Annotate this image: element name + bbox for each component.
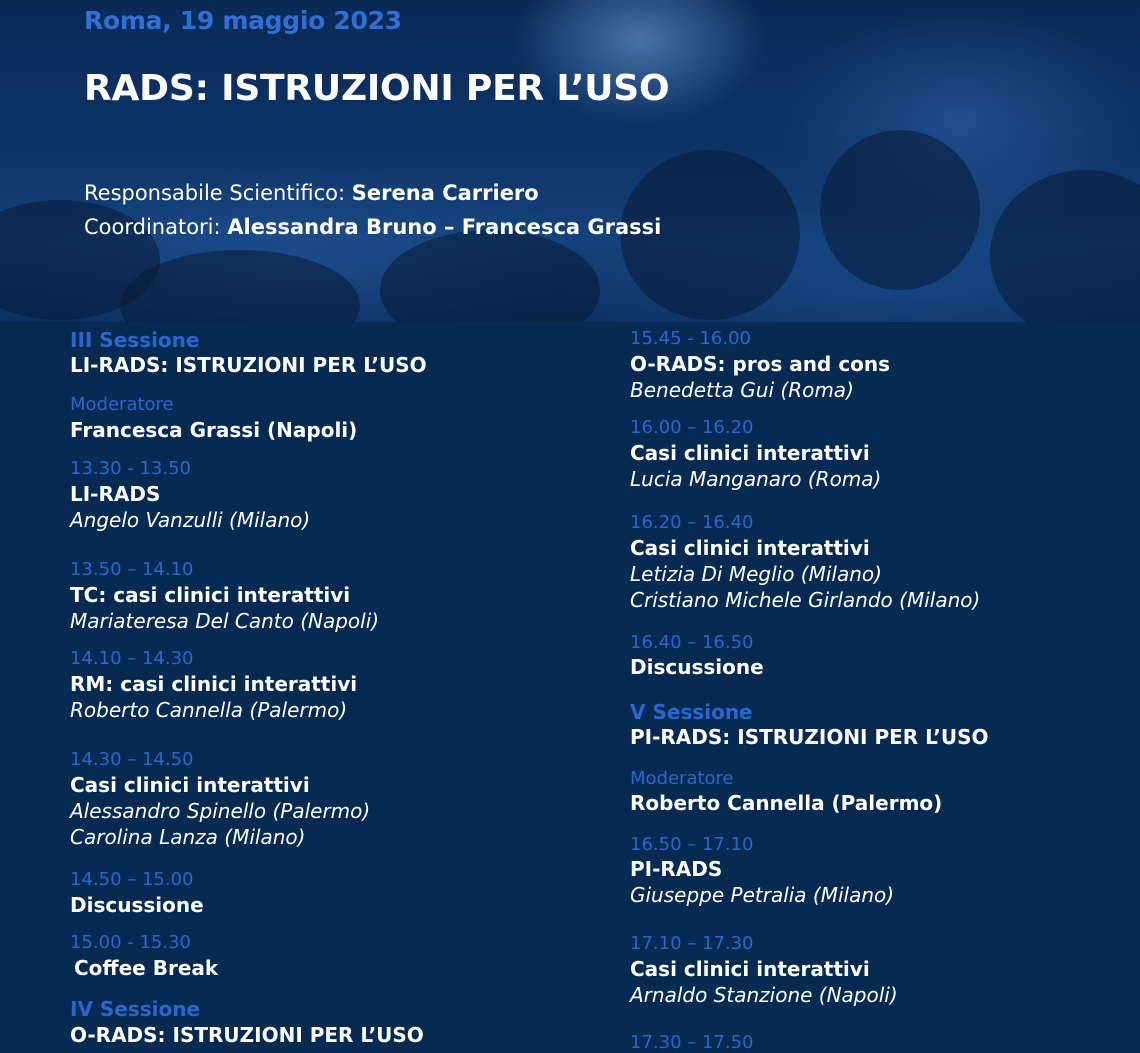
slot-speaker: Benedetta Gui (Roma) bbox=[630, 378, 854, 402]
session-title: PI-RADS: ISTRUZIONI PER L’USO bbox=[630, 725, 989, 749]
slot-time: 15.45 - 16.00 bbox=[630, 328, 751, 349]
session-title: LI-RADS: ISTRUZIONI PER L’USO bbox=[70, 353, 427, 377]
slot-speaker: Mariateresa Del Canto (Napoli) bbox=[70, 609, 380, 633]
slot-speaker: Cristiano Michele Girlando (Milano) bbox=[630, 588, 981, 612]
slot-title: O-RADS: pros and cons bbox=[630, 352, 891, 376]
slot-title: Discussione bbox=[630, 655, 764, 679]
slot-time: 16.40 – 16.50 bbox=[630, 632, 754, 653]
crowd-silhouette bbox=[990, 170, 1140, 322]
crowd-silhouette bbox=[380, 230, 600, 322]
responsabile-label: Responsabile Scientifico: bbox=[84, 181, 346, 205]
moderator-label: Moderatore bbox=[630, 768, 734, 789]
hero-banner bbox=[0, 0, 1140, 322]
slot-title: Casi clinici interattivi bbox=[630, 441, 870, 465]
slot-time: 13.30 - 13.50 bbox=[70, 458, 191, 479]
slot-speaker: Lucia Manganaro (Roma) bbox=[630, 467, 882, 491]
slot-speaker: Roberto Cannella (Palermo) bbox=[70, 698, 348, 722]
coordinatori-label: Coordinatori: bbox=[84, 215, 221, 239]
slot-time: 16.00 – 16.20 bbox=[630, 417, 754, 438]
slot-time: 14.10 – 14.30 bbox=[70, 648, 194, 669]
slot-speaker: Alessandro Spinello (Palermo) bbox=[70, 799, 371, 823]
slot-title: Casi clinici interattivi bbox=[630, 957, 870, 981]
moderator-name: Roberto Cannella (Palermo) bbox=[630, 791, 943, 815]
slot-title: Casi clinici interattivi bbox=[630, 536, 870, 560]
session-label: IV Sessione bbox=[70, 997, 201, 1021]
session-label: III Sessione bbox=[70, 328, 200, 352]
responsabile-name: Serena Carriero bbox=[351, 181, 539, 205]
slot-time: 14.50 – 15.00 bbox=[70, 869, 194, 890]
slot-title: Casi clinici interattivi bbox=[70, 773, 310, 797]
slot-title: RM: casi clinici interattivi bbox=[70, 672, 358, 696]
program-section bbox=[0, 322, 1140, 1053]
event-date: Roma, 19 maggio 2023 bbox=[84, 6, 402, 35]
coordinatori-names: Alessandra Bruno – Francesca Grassi bbox=[227, 215, 662, 239]
slot-time: 17.30 – 17.50 bbox=[630, 1032, 754, 1053]
slot-speaker: Angelo Vanzulli (Milano) bbox=[70, 508, 311, 532]
slot-time: 16.50 – 17.10 bbox=[630, 834, 754, 855]
slot-speaker: Giuseppe Petralia (Milano) bbox=[630, 883, 895, 907]
slot-speaker: Arnaldo Stanzione (Napoli) bbox=[630, 983, 898, 1007]
event-title: RADS: ISTRUZIONI PER L’USO bbox=[84, 68, 670, 109]
slot-speaker: Letizia Di Meglio (Milano) bbox=[630, 562, 882, 586]
slot-time: 13.50 – 14.10 bbox=[70, 559, 194, 580]
session-title: O-RADS: ISTRUZIONI PER L’USO bbox=[70, 1023, 424, 1047]
slot-time: 14.30 – 14.50 bbox=[70, 749, 194, 770]
slot-time: 16.20 – 16.40 bbox=[630, 512, 754, 533]
moderator-name: Francesca Grassi (Napoli) bbox=[70, 418, 358, 442]
responsabile-line bbox=[84, 181, 539, 205]
slot-title: LI-RADS bbox=[70, 482, 161, 506]
slot-time: 17.10 – 17.30 bbox=[630, 933, 754, 954]
slot-title: TC: casi clinici interattivi bbox=[70, 583, 351, 607]
slot-time: 15.00 - 15.30 bbox=[70, 932, 191, 953]
slot-title: PI-RADS bbox=[630, 857, 723, 881]
slot-title: Discussione bbox=[70, 893, 204, 917]
crowd-silhouette bbox=[820, 130, 980, 290]
coordinatori-line bbox=[84, 215, 661, 239]
moderator-label: Moderatore bbox=[70, 394, 174, 415]
slot-title: Coffee Break bbox=[74, 956, 219, 980]
slot-speaker: Carolina Lanza (Milano) bbox=[70, 825, 306, 849]
session-label: V Sessione bbox=[630, 700, 753, 724]
